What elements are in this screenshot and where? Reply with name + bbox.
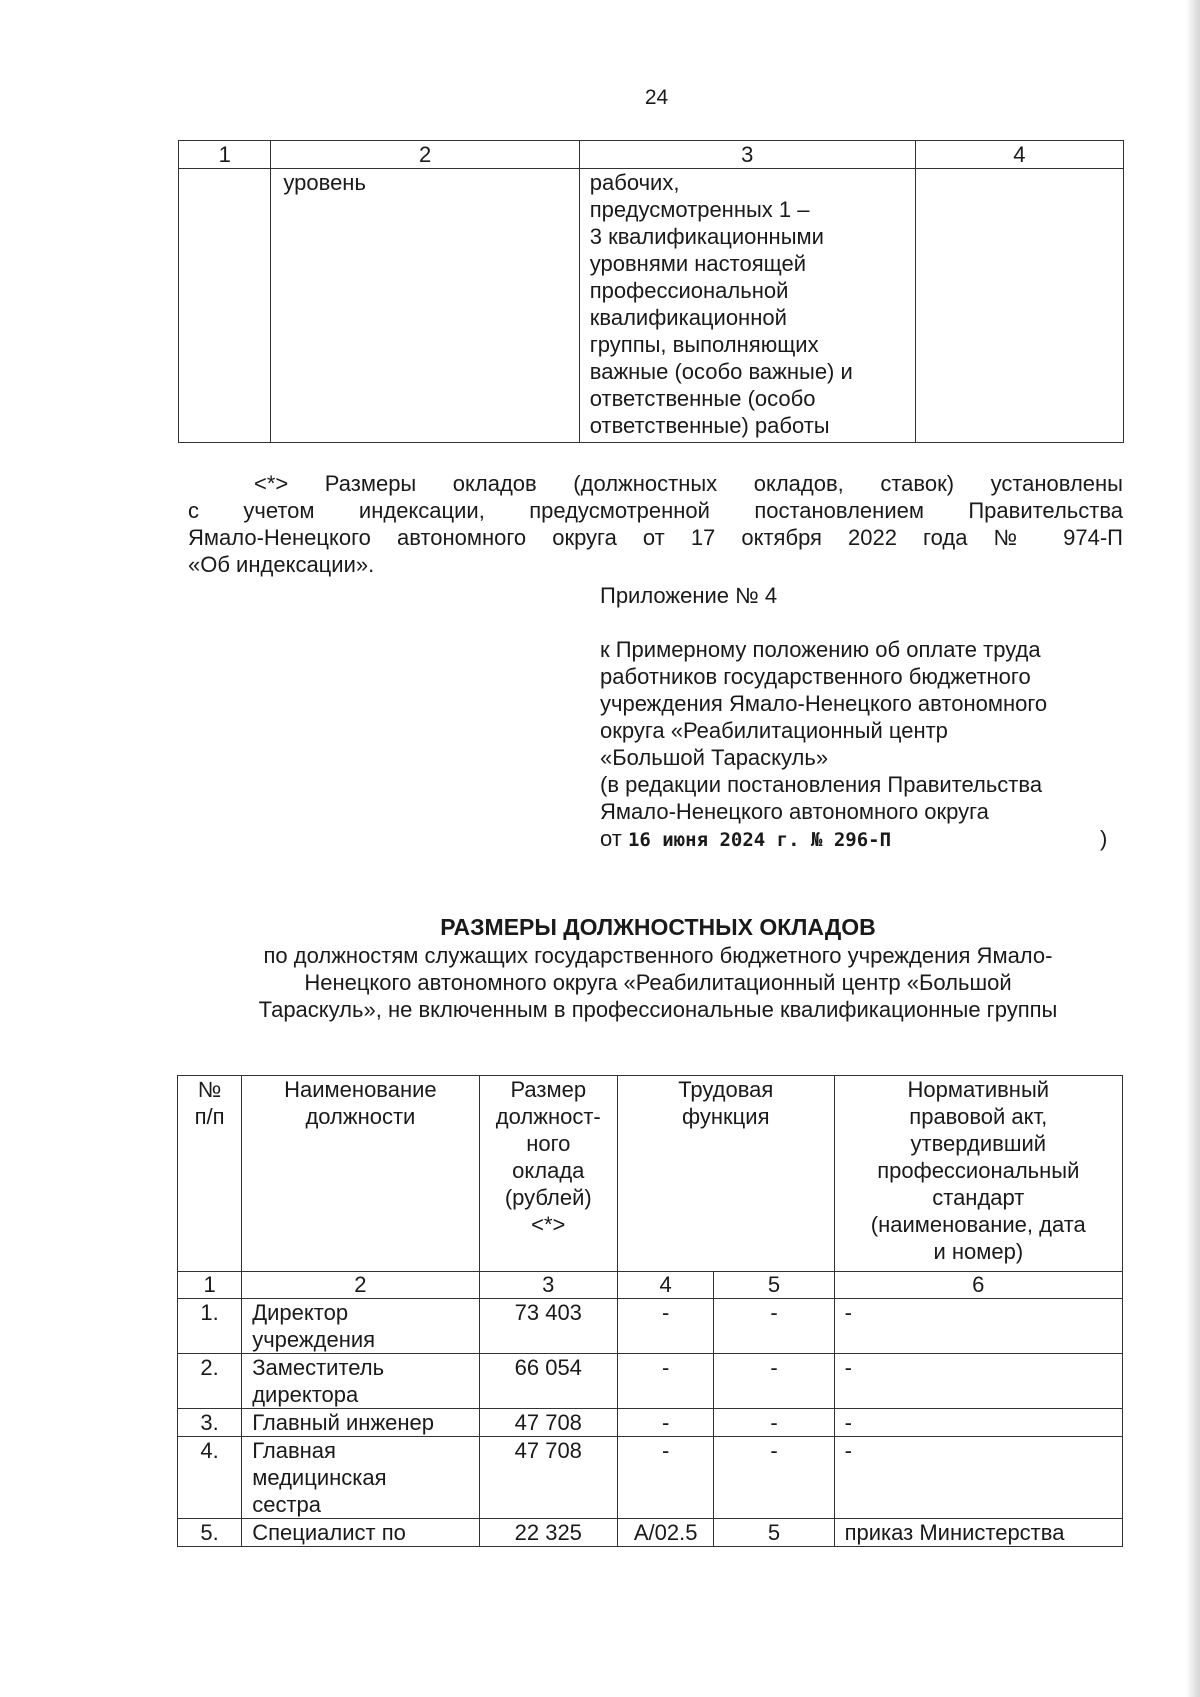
legal-act: - bbox=[834, 1354, 1122, 1409]
header-line: должност- bbox=[495, 1104, 601, 1129]
column-number: 6 bbox=[834, 1272, 1122, 1299]
salary-table bbox=[177, 1075, 1123, 1547]
description-line: квалификационной bbox=[589, 305, 787, 330]
row-number: 5. bbox=[178, 1519, 242, 1547]
name-line: Главная bbox=[252, 1438, 336, 1463]
document-subtitle bbox=[188, 942, 1128, 1023]
date-prefix: от bbox=[600, 826, 622, 851]
name-line: учреждения bbox=[252, 1327, 376, 1352]
header-line: должности bbox=[305, 1104, 416, 1129]
footnote-line: с учетом индексации, предусмотренной постановлением Правительства bbox=[188, 498, 1123, 523]
legal-act: - bbox=[834, 1299, 1122, 1354]
continuation-table-header bbox=[179, 141, 1124, 169]
appendix-line: работников государственного бюджетного bbox=[600, 664, 1031, 689]
header-line: Трудовая bbox=[678, 1077, 774, 1102]
footnote-line: «Об индексации». bbox=[188, 552, 375, 577]
position-name bbox=[242, 1299, 479, 1354]
appendix-line: округа «Реабилитационный центр bbox=[600, 718, 948, 743]
continuation-cell-description bbox=[579, 169, 915, 443]
labor-function-code: - bbox=[617, 1409, 713, 1437]
labor-function-code: - bbox=[617, 1354, 713, 1409]
footnote-line: <*> Размеры окладов (должностных окладов, ставок) установлены bbox=[254, 471, 1123, 496]
column-number: 5 bbox=[714, 1272, 834, 1299]
table-row bbox=[178, 1519, 1123, 1547]
row-number: 4. bbox=[178, 1437, 242, 1519]
column-number: 4 bbox=[617, 1272, 713, 1299]
row-number: 3. bbox=[178, 1409, 242, 1437]
legal-act: - bbox=[834, 1409, 1122, 1437]
salary-value: 47 708 bbox=[479, 1437, 617, 1519]
name-line: директора bbox=[252, 1382, 359, 1407]
description-line: профессиональной bbox=[589, 278, 789, 303]
resolution-date-number: 16 июня 2024 г. № 296-П bbox=[627, 829, 892, 851]
position-name bbox=[242, 1354, 479, 1409]
name-line: сестра bbox=[252, 1492, 322, 1517]
description-line: ответственные) работы bbox=[589, 413, 830, 438]
header-line: и номер) bbox=[933, 1239, 1024, 1264]
header-position-name bbox=[242, 1076, 479, 1272]
column-number: 1 bbox=[178, 1272, 242, 1299]
header-legal-act bbox=[834, 1076, 1122, 1272]
labor-function-level: - bbox=[714, 1299, 834, 1354]
labor-function-level: 5 bbox=[714, 1519, 834, 1547]
column-number: 3 bbox=[479, 1272, 617, 1299]
header-salary bbox=[479, 1076, 617, 1272]
appendix-date-line bbox=[600, 825, 1120, 854]
header-line: (рублей) bbox=[504, 1185, 592, 1210]
position-name bbox=[242, 1437, 479, 1519]
salary-value: 47 708 bbox=[479, 1409, 617, 1437]
name-line: медицинская bbox=[252, 1465, 387, 1490]
subtitle-line: Тараскуль», не включенным в профессиональные квалификационные группы bbox=[258, 997, 1058, 1022]
subtitle-line: по должностям служащих государственного бюджетного учреждения Ямало- bbox=[263, 943, 1053, 968]
name-line: Директор bbox=[252, 1300, 349, 1325]
continuation-cell-empty bbox=[915, 169, 1123, 443]
header-line: оклада bbox=[512, 1158, 585, 1183]
footnote-line: Ямало-Ненецкого автономного округа от 17 октября 2022 года № 974-П bbox=[188, 525, 1123, 550]
header-line: (наименование, дата bbox=[870, 1212, 1086, 1237]
description-line: важные (особо важные) и bbox=[589, 359, 853, 384]
salary-value: 66 054 bbox=[479, 1354, 617, 1409]
continuation-header-cell: 3 bbox=[579, 141, 915, 169]
continuation-header-cell: 2 bbox=[271, 141, 579, 169]
document-title: РАЗМЕРЫ ДОЛЖНОСТНЫХ ОКЛАДОВ bbox=[440, 914, 876, 940]
description-line: предусмотренных 1 – bbox=[589, 197, 810, 222]
legal-act: приказ Министерства bbox=[834, 1519, 1122, 1547]
labor-function-level: - bbox=[714, 1354, 834, 1409]
position-name bbox=[242, 1409, 479, 1437]
header-line: стандарт bbox=[932, 1185, 1025, 1210]
row-number: 2. bbox=[178, 1354, 242, 1409]
continuation-table-row bbox=[179, 169, 1124, 443]
continuation-header-cell: 1 bbox=[179, 141, 271, 169]
header-line: функция bbox=[682, 1104, 770, 1129]
header-line: профессиональный bbox=[877, 1158, 1080, 1183]
header-line: № bbox=[197, 1077, 222, 1102]
labor-function-code: - bbox=[617, 1299, 713, 1354]
salary-value: 22 325 bbox=[479, 1519, 617, 1547]
appendix-line: учреждения Ямало-Ненецкого автономного bbox=[600, 691, 1048, 716]
appendix-line: Ямало-Ненецкого автономного округа bbox=[600, 799, 989, 824]
appendix-line: (в редакции постановления Правительства bbox=[600, 772, 1043, 797]
continuation-cell-level: уровень bbox=[271, 169, 579, 443]
description-line: рабочих, bbox=[589, 170, 680, 195]
appendix-body bbox=[600, 636, 1120, 854]
continuation-table bbox=[178, 140, 1124, 443]
table-row bbox=[178, 1409, 1123, 1437]
row-number: 1. bbox=[178, 1299, 242, 1354]
header-line: Нормативный bbox=[907, 1077, 1050, 1102]
subtitle-line: Ненецкого автономного округа «Реабилитационный центр «Большой bbox=[304, 970, 1012, 995]
description-line: группы, выполняющих bbox=[589, 332, 819, 357]
continuation-header-cell: 4 bbox=[915, 141, 1123, 169]
column-number: 2 bbox=[242, 1272, 479, 1299]
position-name bbox=[242, 1519, 479, 1547]
footnote bbox=[188, 470, 1123, 578]
salary-value: 73 403 bbox=[479, 1299, 617, 1354]
header-line: утвердивший bbox=[910, 1131, 1047, 1156]
page-number: 24 bbox=[644, 86, 669, 109]
table-row bbox=[178, 1354, 1123, 1409]
appendix-block bbox=[600, 582, 1120, 854]
description-line: 3 квалификационными bbox=[589, 224, 824, 249]
header-line: Размер bbox=[510, 1077, 587, 1102]
header-number bbox=[178, 1076, 242, 1272]
labor-function-code: - bbox=[617, 1437, 713, 1519]
appendix-title: Приложение № 4 bbox=[600, 583, 778, 608]
closing-parenthesis: ) bbox=[1100, 826, 1108, 851]
name-line: Главный инженер bbox=[252, 1410, 435, 1435]
labor-function-code: А/02.5 bbox=[617, 1519, 713, 1547]
salary-table-numbering bbox=[178, 1272, 1123, 1299]
name-line: Заместитель bbox=[252, 1355, 385, 1380]
labor-function-level: - bbox=[714, 1437, 834, 1519]
page-edge-shadow bbox=[1186, 0, 1200, 1697]
description-line: уровнями настоящей bbox=[589, 251, 807, 276]
appendix-line: к Примерному положению об оплате труда bbox=[600, 637, 1041, 662]
description-line: ответственные (особо bbox=[589, 386, 816, 411]
header-labor-function bbox=[617, 1076, 834, 1272]
labor-function-level: - bbox=[714, 1409, 834, 1437]
salary-table-header bbox=[178, 1076, 1123, 1272]
continuation-cell-empty bbox=[179, 169, 271, 443]
header-line: п/п bbox=[194, 1104, 225, 1129]
table-row bbox=[178, 1299, 1123, 1354]
name-line: Специалист по bbox=[252, 1520, 406, 1545]
table-row bbox=[178, 1437, 1123, 1519]
header-line: <*> bbox=[531, 1212, 566, 1237]
legal-act: - bbox=[834, 1437, 1122, 1519]
header-line: правовой акт, bbox=[909, 1104, 1048, 1129]
appendix-line: «Большой Тараскуль» bbox=[600, 745, 829, 770]
header-line: Наименование bbox=[284, 1077, 437, 1102]
header-line: ного bbox=[526, 1131, 571, 1156]
